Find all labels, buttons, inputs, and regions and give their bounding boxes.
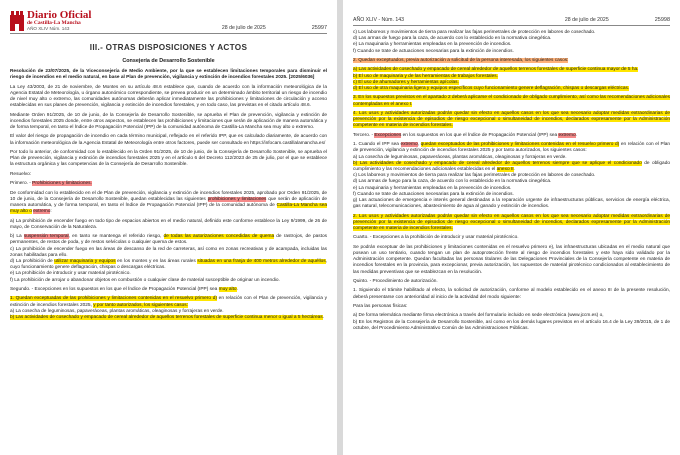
paragraph: El valor del riesgo de propagación de incendio en cada término municipal, reflejado en el referido IPP, que es calculado diariamente, de acuerdo con la información meteorológica de la Agencia Estatal de Meteorología entre otros factores, puede ser consultado en https://infocam.castillalamancha.es/ [10, 134, 327, 146]
list-item: a) La prohibición de encender fuego en todo tipo de espacios abiertos en el medio natural, definido este conforme establece la Ley 9/1999, de 26 de mayo, de Conservación de la Naturaleza. [10, 218, 327, 230]
page-header [353, 12, 670, 26]
paragraph: La Ley 43/2003, de 21 de noviembre, de Montes en su artículo 48.6 establece que, cuando de acuerdo con la información meteorológica de la Agencia Estatal de Meteorología, u órgano autonómico correspondiente, se prevea producir en un determinado ámbito territorial un riesgo de incendio de nivel muy alto o extremo, las comunidades autónomas deberán aplicar inmediatamente las prohibiciones y limitaciones de circulación y acceso establecidas en sus planes de prevención, vigilancia y extinción de incendios forestales, y en todo caso, las previstas en el citado artículo 48.6. [10, 84, 327, 109]
paragraph: Para las personas físicas: [353, 303, 408, 309]
paragraph: 4. Los usos y actividades autorizadas podrán quedar sin efecto en aquellos casos en los que sea necesario adoptar medidas extraordinarias de prevención por la existencia de episodios de riesgo excepcional o simultaneidad de incendios, declarados expresamente por la Administración competente en materia de incendios forestales. [353, 110, 670, 129]
resuelvo-label: Resuelvo: [10, 171, 32, 177]
list-item: b) El uso de maquinaria y de las herramientas de trabajos forestales. [353, 73, 498, 79]
page-number: 25998 [654, 17, 670, 23]
segundo-heading: Segundo. - Excepciones en los supuestos en los que el Índice de Propagación Potencial (IPP) sea muy alto. [10, 286, 238, 292]
list-item: c) Los laboreos y movimientos de tierra para realizar las fajas perimetrales de protección en labores de cosechado. [353, 173, 596, 179]
list-item: d) Las armas de fuego para la caza, de acuerdo con lo establecido en la normativa cinegética. [353, 36, 552, 42]
list-item: c) El uso de ahumadores y herramientas apícolas. [353, 79, 459, 85]
list-item: f) Cuando se trate de actuaciones necesarias para la extinción de incendios. [353, 48, 514, 54]
page-right [343, 0, 680, 455]
tercero-heading: Tercero. - Excepciones en los supuestos en los que el Índice de Propagación Potencial (IPP) sea extremo. [353, 132, 577, 138]
issue-number: AÑO XLIV - Núm. 143 [353, 17, 405, 23]
list-item: e) La maquinaria y herramientas empleadas en la prevención de incendios. [353, 185, 512, 191]
list-item: d) El uso de otra maquinaria ligera y equipos específicos cuyo funcionamiento genere deflagración, chispas o descargas eléctricas. [353, 86, 630, 91]
list-item: f) La prohibición de arrojar o abandonar objetos en combustión o cualquier clase de material susceptible de originar un incendio. [10, 277, 280, 283]
list-item: a) De forma telemática mediante firma electrónica a través del formulario incluido en sede electrónica (www.jccm.es) o, [353, 313, 604, 319]
resolution-title: Resolución de 23/07/2025, de la Viceconsejería de Medio Ambiente, por la que se establecen limitaciones temporales para disminuir el riesgo de incendios en el medio natural, en base al Plan de prevención, vigilancia y extinción de incendios forestales 2025. [2025/6036] [10, 69, 327, 81]
paragraph: 2. Los usos y actividades autorizadas podrán quedar sin efecto en aquellos casos en los que sea necesario adoptar medidas extraordinarias de prevención por la existencia de episodios de riesgo excepcional o simultaneidad de incendios, declarados expresamente por la Administración competente en materia de incendios forestales. [353, 213, 670, 231]
docm-logo [10, 10, 91, 31]
issue-date: 28 de julio de 2025 [564, 17, 609, 23]
list-item: b) En los Registros de la Consejería de Desarrollo Sostenible, así como en los demás lugares previstos en el artículo 16.4 de la Ley 39/2015, de 1 de octubre, del Procedimiento Administrativo Común de las Administraciones Públicas. [353, 319, 670, 331]
logo-subtitle: de Castilla-La Mancha [27, 20, 81, 26]
list-item: a) La cosecha de leguminosas, papaveráceas, plantas aromáticas, oleaginosas y forrajeras en verde. [10, 308, 224, 314]
section-title: III.- OTRAS DISPOSICIONES Y ACTOS [89, 43, 248, 52]
logo-title: Diario Oficial [27, 9, 92, 21]
list-item: e) La maquinaria y herramientas empleadas en la prevención de incendios. [353, 42, 512, 48]
paragraph: Por todo lo anterior, de conformidad con lo establecido en la Orden 91/2025, de 10 de junio, de la Consejería de Desarrollo Sostenible, se aprueba el Plan de prevención, vigilancia y extinción de incendios forestales 2025 y en el artículo 6 del Decreto 112/2023 de 25 de julio, por el que se establece la estructura orgánica y las competencias de la Consejería de Desarrollo Sostenible. [10, 149, 327, 168]
list-item: b) Las actividades de cosechado y empacado de cereal alrededor de aquellos terrenos siempre que se aplique el condicionado de obligado cumplimiento y las recomendaciones adicionales establecidas en el anexo II. [353, 160, 670, 172]
issue-date: 28 de julio de 2025 [221, 25, 266, 31]
page-header [10, 4, 327, 34]
consejeria-title: Consejería de Desarrollo Sostenible [122, 58, 215, 64]
list-item: b) Las actividades de cosechado y empacado de cereal alrededor de aquellos terrenos forestales de superficie continua menor o igual a 5 hectáreas. [10, 314, 324, 320]
list-item: g) Las actuaciones de emergencia e interés general destinadas a la reparación urgente de infraestructuras públicas, servicios de energía eléctrica, gas natural, telecomunicaciones, abastecimiento de agua al ganado y extinción de incendios. [353, 198, 670, 210]
list-item: a) Las actividades de cosechado y empacado de cereal alrededor de aquellos terrenos forestales de superficie continua mayor de 5 ha. [353, 67, 639, 73]
cuarto-heading: Cuarto. - Excepciones a la prohibición de introducir y usar material pirotécnico. [353, 235, 519, 241]
list-item: e) La prohibición de introducir y usar material pirotécnico. [10, 271, 131, 277]
list-item: b) La suspensión temporal, en tanto se mantenga el referido riesgo, de todas las autorizaciones concedidas de quema de rastrojos, de pastos permanentes, de restos de poda, y de restos selvícolas o cualquier quema de estos. [10, 234, 327, 246]
issue-number: AÑO XLIV Núm. 143 [27, 26, 70, 31]
page-number: 25997 [311, 25, 327, 31]
quinto-heading: Quinto. - Procedimiento de autorización. [353, 278, 438, 284]
castle-crest-icon [10, 11, 24, 31]
paragraph: 3. En los supuestos previstos en el apartado 2 deberá aplicarse el condicionado de obligado cumplimiento, así como las recomendaciones adicionales contempladas en el anexo I. [353, 95, 670, 107]
paragraph: Mediante Orden 91/2025, de 10 de junio, de la Consejería de Desarrollo Sostenible, se aprueba el Plan de prevención, vigilancia y extinción de incendios forestales 2025 donde, entre otros aspectos, se establecen las prohibiciones y limitaciones que serán de aplicación de manera automática y de forma temporal, en tanto el Índice de Propagación Potencial (IPP) de la comunidad autónoma de Castilla-La Mancha sea muy alto o extremo. [10, 112, 327, 130]
list-item: 1. Cuando el IPP sea extremo, quedan exceptuados de las prohibiciones y limitaciones contenidas en el resuelvo primero d) en relación con el Plan de prevención, vigilancia y extinción de incendios forestales 2025 y por tanto autorizados, los siguientes casos: [353, 142, 671, 154]
paragraph: 1. Siguiendo el trámite habilitado al efecto, la solicitud de autorización, conforme al modelo establecido en el anexo III de la presente resolución, deberá presentarse con anterioridad al inicio de la actividad del modo siguiente: [353, 288, 670, 300]
list-item: 1. Quedan exceptuadas de las prohibiciones y limitaciones contenidas en el resuelvo primero d) en relación con el Plan de prevención, vigilancia y extinción de incendios forestales 2025, y por tanto autorizados, los siguientes casos: [10, 296, 327, 308]
list-item: c) Los laboreos y movimientos de tierra para realizar las fajas perimetrales de protección en labores de cosechado. [353, 30, 596, 35]
paragraph: Se podrán exceptuar de las prohibiciones y limitaciones contenidas en el resuelvo primero e), las infraestructuras ubicadas en el medio natural que posean un uso tentiario, cuando tengan un plan de autoprotección frente al riesgo de incendios forestales y este haya sido validado por la Administración competente. Quedan facultadas las personas titulares de las Delegaciones Provinciales de la Consejería competente en materia de incendios forestales en la provincia, para excepcionar, previa autorización, los supuestos de material pirotécnico condicionados al establecimiento de las medidas preventivas que se establezcan en la resolución. [353, 244, 670, 275]
list-item: d) Las armas de fuego para la caza, de acuerdo con lo establecido en la normativa cinegética. [353, 179, 552, 185]
list-item: d) La prohibición de utilizar maquinaria y equipos en los montes y en las áreas rurales situadas en una franja de 400 metros alrededor de aquéllos, cuyo funcionamiento genere deflagración, chispas o descargas eléctricas. [10, 258, 327, 271]
list-item: a) La cosecha de leguminosas, papaveráceas, plantas aromáticas, oleaginosas y forrajeras en verde. [353, 154, 567, 160]
paragraph: De conformidad con lo establecido en el de Plan de prevención, vigilancia y extinción de incendios forestales 2025, aprobado por Orden 91/2025, de 10 de junio, de la Consejería de Desarrollo Sostenible, quedan establecidas las siguientes prohibiciones y limitaciones que serán de aplicación de manera automática, y de forma temporal, en tanto el Índice de Propagación Potencial (IPP) de la comunidad autónoma de Castilla-La Mancha sea muy alto o extremo: [10, 190, 327, 215]
list-item: f) Cuando se trate de actuaciones necesarias para la extinción de incendios. [353, 191, 514, 197]
paragraph: 2. Quedan exceptuados, previa autorización a solicitud de la persona interesada, los siguientes casos: [353, 58, 569, 63]
list-item: c) La prohibición de encender fuego en las áreas de descanso de la red de carreteras, así como en zonas recreativas y de acampada, incluidas las zonas habilitadas para ello. [10, 246, 327, 258]
primero-heading: Primero. - Prohibiciones y limitaciones. [10, 181, 92, 187]
page-left [0, 0, 337, 455]
